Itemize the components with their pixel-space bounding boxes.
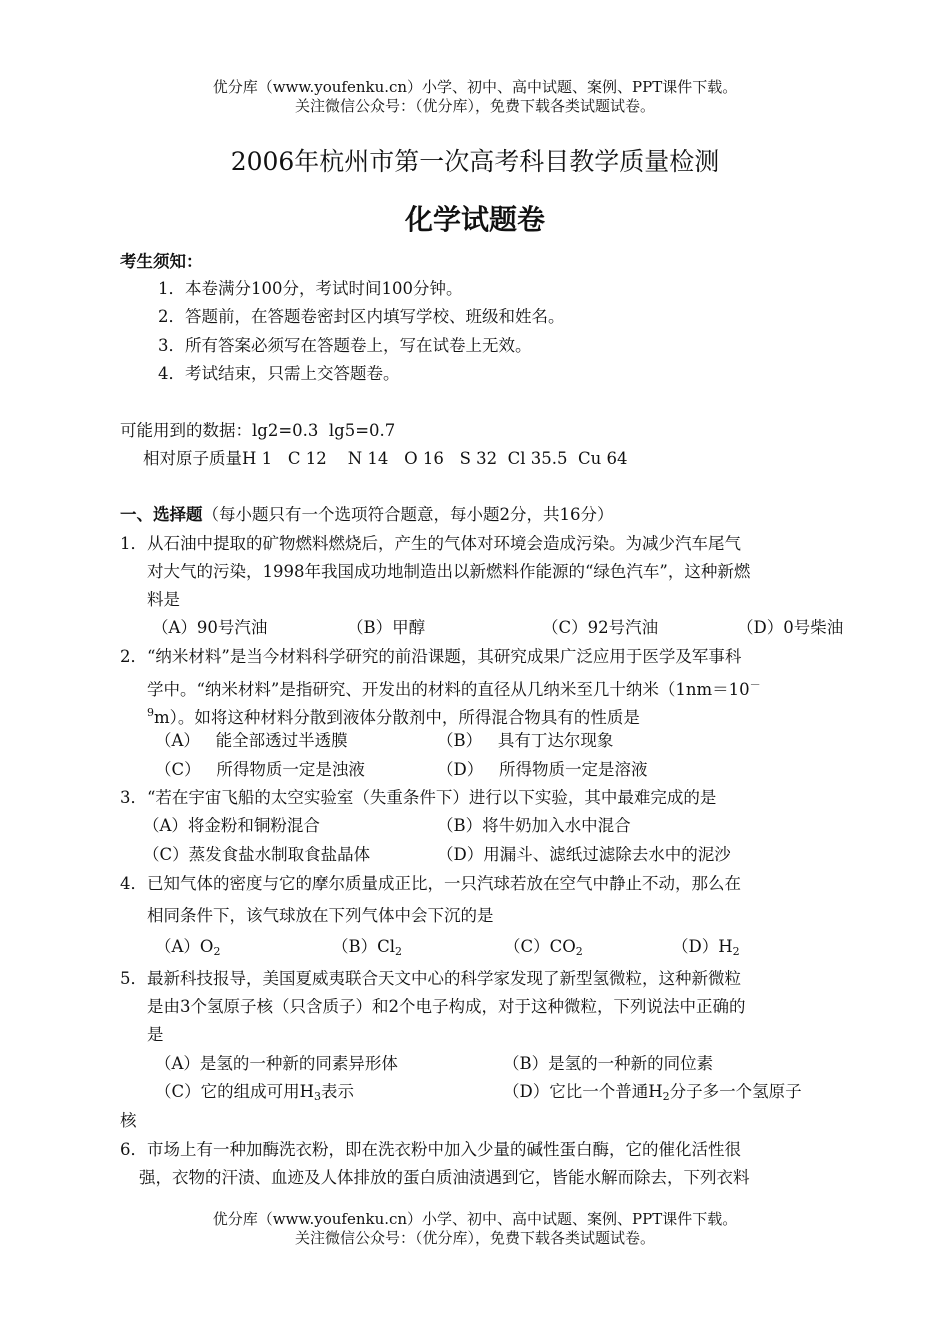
exam-subtitle: 化学试题卷: [404, 203, 545, 236]
q2-option-c: （C） 所得物质一定是浊液: [155, 760, 365, 779]
q5-option-c-pre: （C）它的组成可用H: [155, 1082, 315, 1101]
q3-option-d: （D）用漏斗、滤纸过滤除去水中的泥沙: [437, 845, 731, 864]
banner-bottom-line1: 优分库（www.youfenku.cn）小学、初中、高中试题、案例、PPT课件下载。: [212, 1210, 738, 1228]
notice-heading: 考生须知：: [120, 252, 203, 271]
q2-exponent-sign: －: [749, 678, 761, 691]
q4-option-a: [155, 935, 220, 964]
q4-option-c-text: （C）CO: [504, 937, 576, 956]
section-1-heading: [120, 503, 614, 527]
banner-bottom-line2: 关注微信公众号：（优分库），免费下载各类试题试卷。: [294, 1229, 655, 1247]
q5-line-2: 是由3个氢原子核（只含质子）和2个电子构成，对于这种微粒，下列说法中正确的: [147, 997, 746, 1016]
q4-option-d: [672, 935, 740, 964]
q4-option-b: [332, 935, 402, 964]
q4-line-1: 4．已知气体的密度与它的摩尔质量成正比，一只汽球若放在空气中静止不动，那么在: [120, 874, 741, 893]
q5-option-d-pre: （D）它比一个普通H: [503, 1082, 663, 1101]
q2-option-d: （D） 所得物质一定是溶液: [437, 760, 648, 779]
q5-option-d-sub: 2: [662, 1090, 670, 1103]
q4-option-b-text: （B）Cl: [332, 937, 396, 956]
q5-option-c: [155, 1080, 354, 1109]
q3-option-b: （B）将牛奶加入水中混合: [437, 816, 631, 835]
q1-line-3: 料是: [147, 590, 180, 609]
q2-option-b: （B） 具有丁达尔现象: [437, 731, 614, 750]
q4-option-d-sub: 2: [732, 945, 740, 958]
q4-option-a-sub: 2: [213, 945, 221, 958]
q2-option-a: （A） 能全部透过半透膜: [155, 731, 348, 750]
q4-option-b-sub: 2: [395, 945, 403, 958]
notice-item-1: 1．本卷满分100分，考试时间100分钟。: [158, 279, 463, 298]
q4-line-2: 相同条件下，该气球放在下列气体中会下沉的是: [147, 906, 494, 925]
section-1-title: 一、选择题: [120, 505, 203, 524]
q2-line-3: [147, 701, 640, 730]
q4-option-c-sub: 2: [575, 945, 583, 958]
q4-option-c: [504, 935, 583, 964]
q3-option-a: （A）将金粉和铜粉混合: [143, 816, 320, 835]
section-1-note: （每小题只有一个选项符合题意，每小题2分，共16分）: [202, 505, 614, 524]
q5-option-c-post: 表示: [321, 1082, 355, 1101]
q5-line-3: 是: [147, 1025, 164, 1044]
q3-line-1: 3．“若在宇宙飞船的太空实验室（失重条件下）进行以下实验，其中最难完成的是: [120, 788, 717, 807]
q4-option-a-text: （A）O: [155, 937, 214, 956]
q1-line-2: 对大气的污染，1998年我国成功地制造出以新燃料作能源的“绿色汽车”，这种新燃: [147, 562, 751, 581]
q5-option-d-post: 分子多一个氢原子: [669, 1082, 802, 1101]
q5-option-d-wrap: 核: [120, 1111, 137, 1130]
q1-line-1: 1．从石油中提取的矿物燃料燃烧后，产生的气体对环境会造成污染。为减少汽车尾气: [120, 534, 741, 553]
banner-top-line2: 关注微信公众号：（优分库），免费下载各类试题试卷。: [294, 97, 655, 115]
q2-line-1: 2．“纳米材料”是当今材料科学研究的前沿课题，其研究成果广泛应用于医学及军事科: [120, 647, 742, 666]
exam-title: 2006年杭州市第一次高考科目教学质量检测: [230, 147, 720, 176]
q1-option-c: （C）92号汽油: [542, 618, 659, 637]
q5-option-d: [503, 1080, 802, 1109]
q1-option-d: （D）0号柴油: [737, 618, 844, 637]
q1-option-a: （A）90号汽油: [152, 618, 268, 637]
data-info-logs: 可能用到的数据：lg2=0.3 lg5=0.7: [120, 421, 396, 440]
notice-item-3: 3．所有答案必须写在答题卷上，写在试卷上无效。: [158, 336, 532, 355]
q4-option-d-text: （D）H: [672, 937, 733, 956]
q5-option-b: （B）是氢的一种新的同位素: [503, 1054, 714, 1073]
q5-option-c-sub: 3: [314, 1090, 322, 1103]
q2-line-2-text: 学中。“纳米材料”是指研究、开发出的材料的直径从几纳米至几十纳米（1nm＝10: [147, 680, 750, 699]
q5-option-a: （A）是氢的一种新的同素异形体: [155, 1054, 398, 1073]
q1-option-b: （B）甲醇: [347, 618, 426, 637]
q6-line-1: 6．市场上有一种加酶洗衣粉，即在洗衣粉中加入少量的碱性蛋白酶，它的催化活性很: [120, 1140, 741, 1159]
q3-option-c: （C）蒸发食盐水制取食盐晶体: [143, 845, 371, 864]
data-info-atomic-mass: 相对原子质量H 1 C 12 N 14 O 16 S 32 Cl 35.5 Cu 64: [143, 449, 628, 468]
q2-line-3-text: m）。如将这种材料分散到液体分散剂中，所得混合物具有的性质是: [154, 708, 640, 727]
q2-line-2: [147, 673, 761, 702]
q5-line-1: 5．最新科技报导，美国夏威夷联合天文中心的科学家发现了新型氢微粒，这种新微粒: [120, 969, 741, 988]
banner-top-line1: 优分库（www.youfenku.cn）小学、初中、高中试题、案例、PPT课件下载。: [212, 78, 738, 96]
notice-item-4: 4．考试结束，只需上交答题卷。: [158, 364, 400, 383]
notice-item-2: 2．答题前，在答题卷密封区内填写学校、班级和姓名。: [158, 307, 565, 326]
q2-exponent-digit: 9: [147, 706, 154, 719]
q6-line-2: 强，衣物的汗渍、血迹及人体排放的蛋白质油渍遇到它，皆能水解而除去，下列衣料: [139, 1168, 750, 1187]
